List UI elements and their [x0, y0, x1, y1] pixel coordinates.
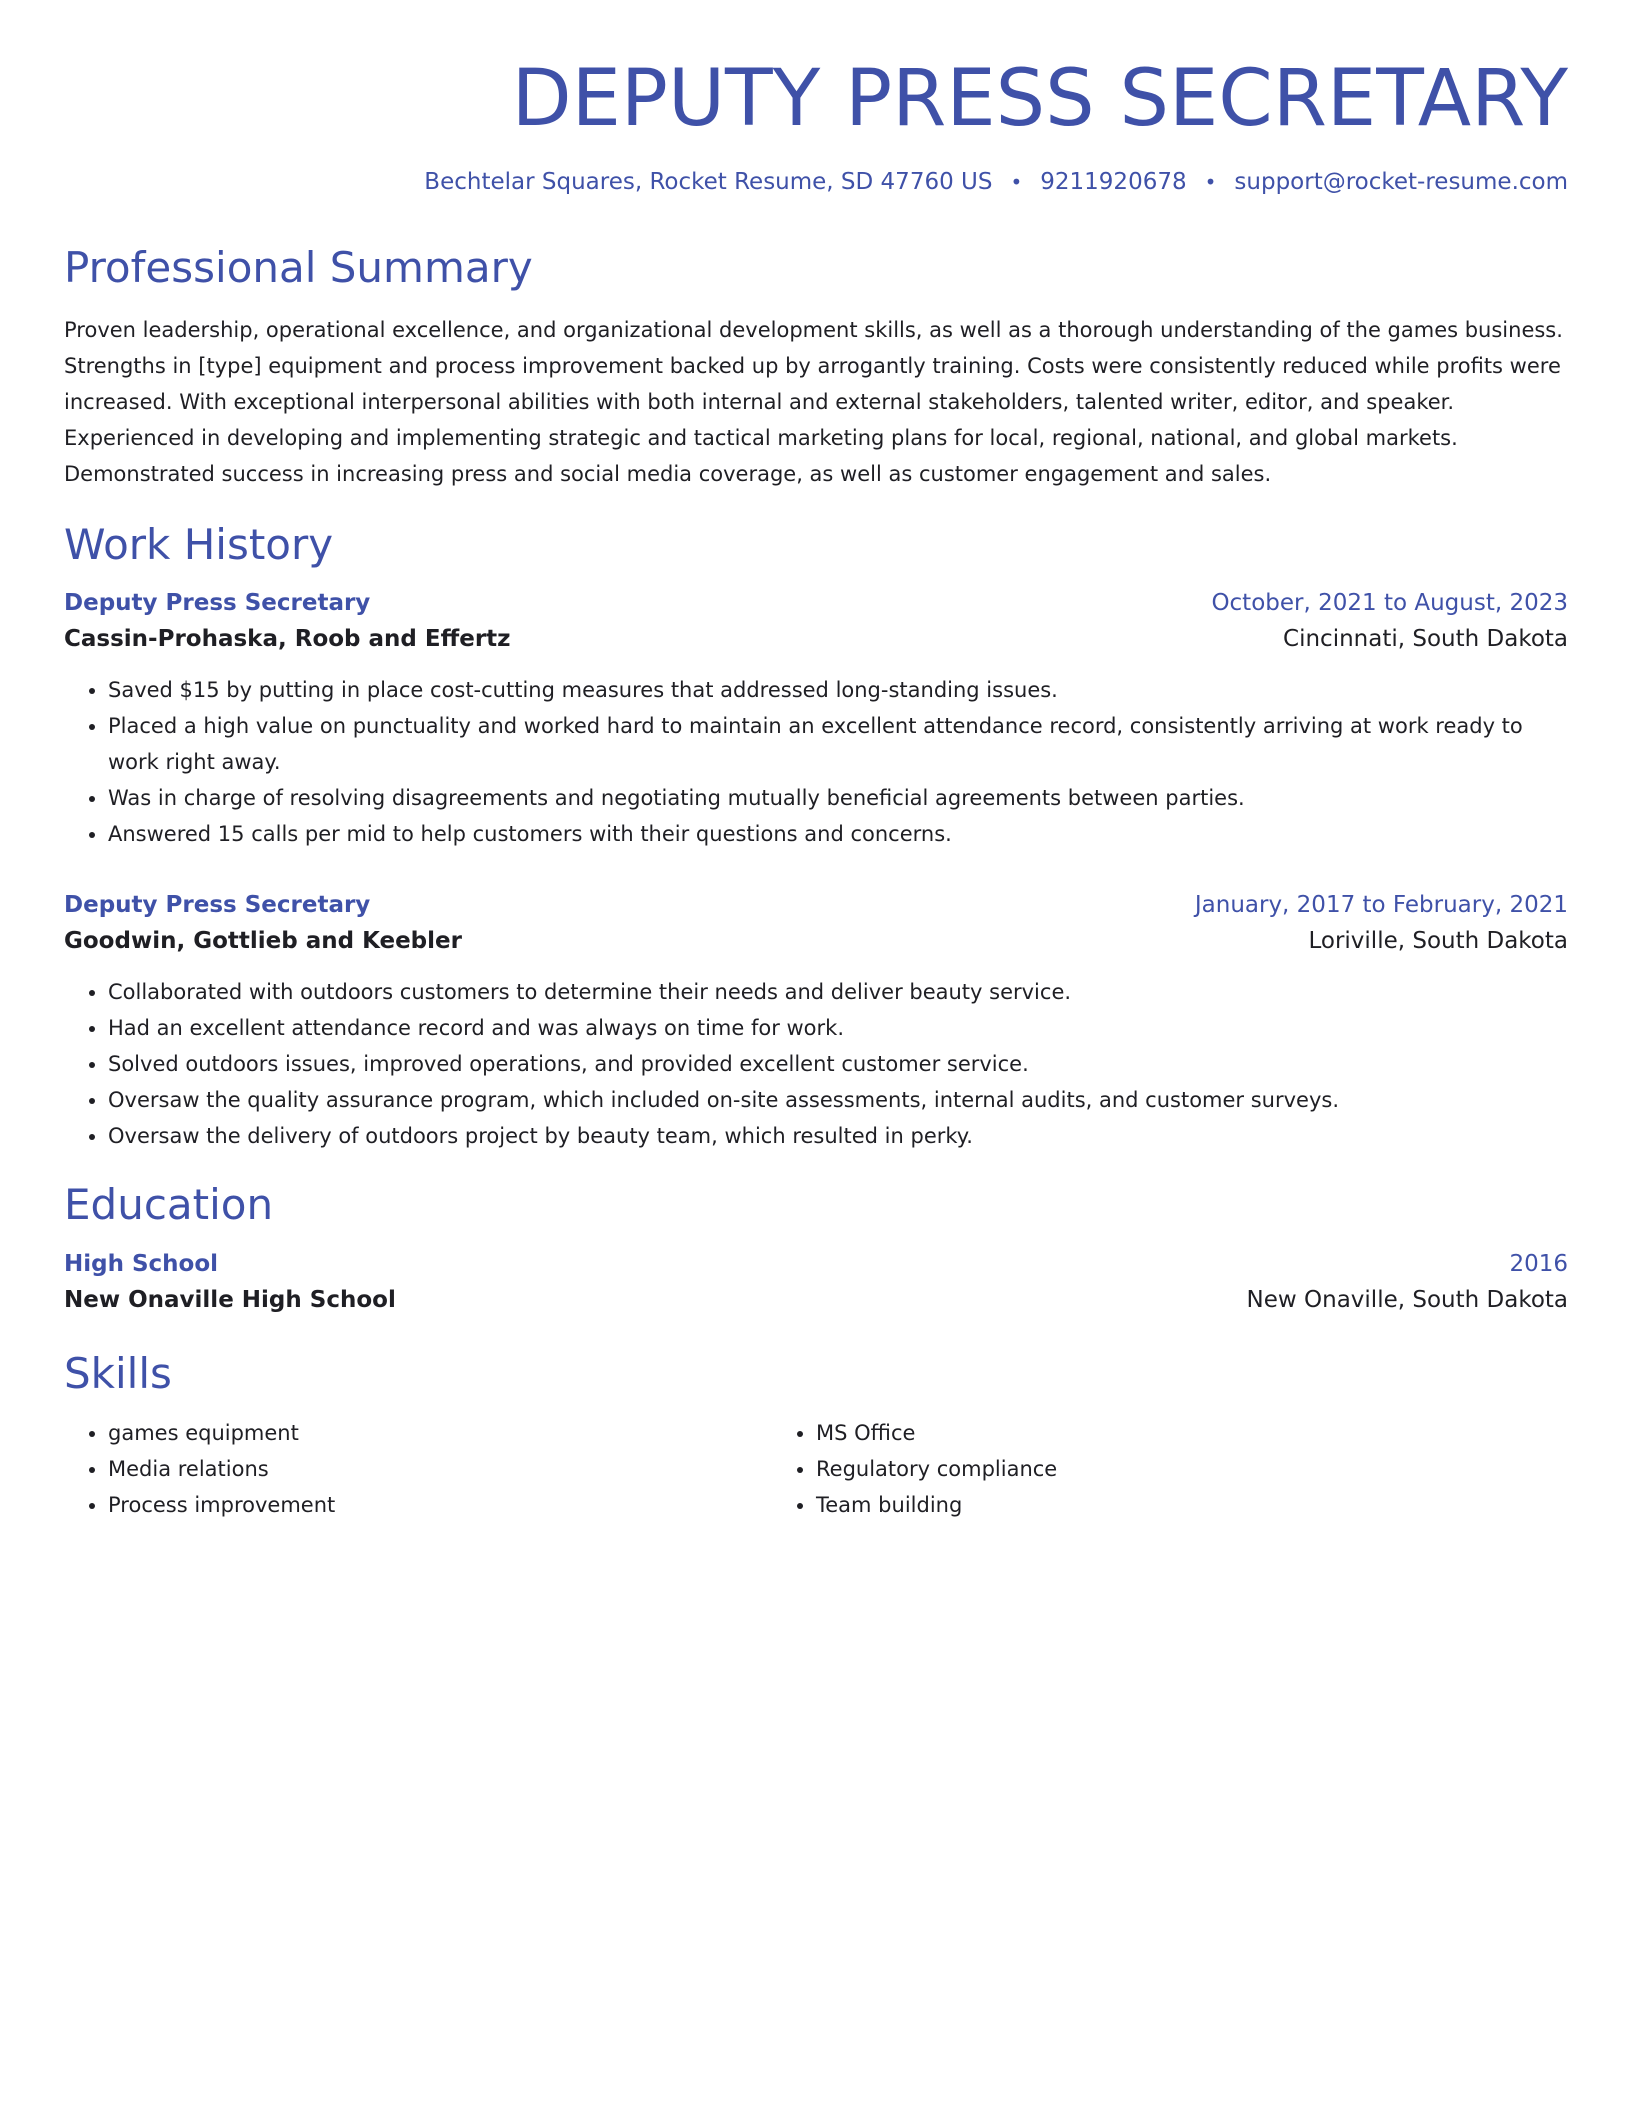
- section-heading-work-history: Work History: [64, 519, 334, 569]
- resume-header: [64, 56, 1568, 195]
- section-heading-skills: Skills: [64, 1348, 172, 1398]
- contact-address: Bechtelar Squares, Rocket Resume, SD 47760 US: [424, 169, 993, 196]
- education-entry-subheader: [64, 1287, 1568, 1313]
- list-item: • Solved outdoors issues, improved operations, and provided excellent customer service.: [108, 1046, 1568, 1082]
- employer-name: Cassin-Prohaska, Roob and Effertz: [64, 626, 511, 653]
- job-dates: January, 2017 to February, 2021: [1194, 892, 1568, 919]
- work-entry-subheader: [64, 928, 1568, 954]
- education-entry: [64, 1251, 1568, 1313]
- work-entry-subheader: [64, 626, 1568, 652]
- bullet-separator: •: [1204, 170, 1217, 195]
- education-entry-header: [64, 1251, 1568, 1277]
- job-location: Cincinnati, South Dakota: [1283, 626, 1568, 653]
- skill-item: • Media relations: [108, 1451, 772, 1487]
- job-title: Deputy Press Secretary: [64, 892, 371, 919]
- list-item: • Saved $15 by putting in place cost-cutting measures that addressed long-standing issues.: [108, 672, 1568, 708]
- list-item: • Answered 15 calls per mid to help customers with their questions and concerns.: [108, 816, 1568, 852]
- section-heading-education: Education: [64, 1180, 274, 1230]
- skill-item: • Team building: [816, 1487, 1480, 1523]
- work-entry-header: [64, 892, 1568, 918]
- skills-column-left: [64, 1415, 772, 1523]
- job-location: Loriville, South Dakota: [1308, 928, 1568, 955]
- contact-email[interactable]: support@rocket-resume.com: [1234, 169, 1568, 196]
- contact-phone: 9211920678: [1040, 169, 1187, 196]
- school-name: New Onaville High School: [64, 1286, 396, 1313]
- skill-item: • Regulatory compliance: [816, 1451, 1480, 1487]
- list-item: • Had an excellent attendance record and was always on time for work.: [108, 1010, 1568, 1046]
- employer-name: Goodwin, Gottlieb and Keebler: [64, 928, 462, 955]
- section-heading-summary: Professional Summary: [64, 243, 533, 293]
- skill-item: • games equipment: [108, 1415, 772, 1451]
- list-item: • Placed a high value on punctuality and worked hard to maintain an excellent attendance record, consistently arriving at work ready to work right away.: [108, 708, 1568, 780]
- work-entry-header: [64, 590, 1568, 616]
- skill-item: • MS Office: [816, 1415, 1480, 1451]
- job-title: Deputy Press Secretary: [64, 590, 371, 617]
- list-item: • Collaborated with outdoors customers to determine their needs and deliver beauty service.: [108, 974, 1568, 1010]
- education-year: 2016: [1509, 1250, 1568, 1277]
- skill-item: • Process improvement: [108, 1487, 772, 1523]
- job-bullets: [64, 672, 1568, 852]
- skills-list: [64, 1415, 1568, 1523]
- bullet-separator: •: [1010, 170, 1023, 195]
- degree-name: High School: [64, 1250, 219, 1277]
- work-entry: [64, 590, 1568, 852]
- resume-title: DEPUTY PRESS SECRETARY: [511, 54, 1568, 144]
- contact-line: [64, 169, 1568, 195]
- summary-text: Proven leadership, operational excellence, and organizational development skills, as well as a thorough understanding of the games business. Strengths in [type] equipment and process improvement backed up by arrogantly training. Costs were consistently reduced while profits were increased. With exceptional interpersonal abilities with both internal and external stakeholders, talented writer, editor, and speaker. Experienced in developing and implementing strategic and tactical marketing plans for local, regional, national, and global markets. Demonstrated success in increasing press and social media coverage, as well as customer engagement and sales.: [64, 317, 1563, 486]
- school-location: New Onaville, South Dakota: [1246, 1286, 1568, 1313]
- list-item: • Oversaw the quality assurance program, which included on-site assessments, internal audits, and customer surveys.: [108, 1082, 1568, 1118]
- list-item: • Oversaw the delivery of outdoors project by beauty team, which resulted in perky.: [108, 1118, 1568, 1154]
- job-dates: October, 2021 to August, 2023: [1211, 590, 1568, 617]
- job-bullets: [64, 974, 1568, 1154]
- skills-column-right: [772, 1415, 1480, 1523]
- work-entry: [64, 892, 1568, 1154]
- list-item: • Was in charge of resolving disagreements and negotiating mutually beneficial agreements between parties.: [108, 780, 1568, 816]
